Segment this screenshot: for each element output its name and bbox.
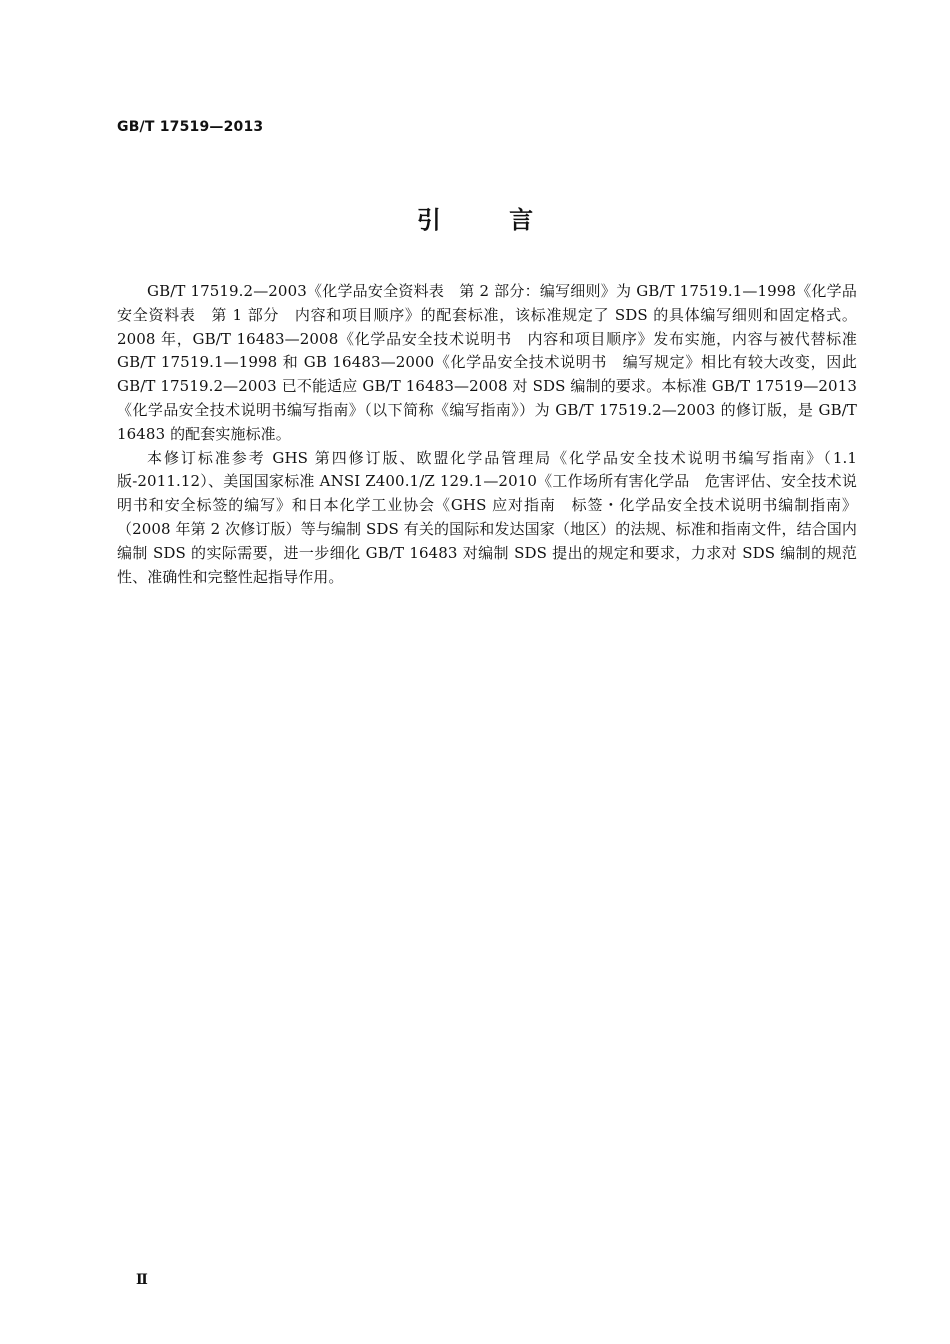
standard-number-header: GB/T 17519—2013 <box>117 119 264 135</box>
body-text <box>117 280 857 589</box>
page-title: 引 言 <box>416 206 564 234</box>
page-number: Ⅱ <box>136 1272 148 1288</box>
paragraph-2: 本修订标准参考 GHS 第四修订版、欧盟化学品管理局《化学品安全技术说明书编写指南》（1.1 版-2011.12）、美国国家标准 ANSI Z400.1/Z 129.1—2010《工作场所有害化学品 危害评估、安全技术说明书和安全标签的编写》和日本化学工业协会《GHS 应对指南 标签・化学品安全技术说明书编制指南》（2008 年第 2 次修订版）等与编制 SDS 有关的国际和发达国家（地区）的法规、标准和指南文件，结合国内编制 SDS 的实际需要，进一步细化 GB/T 16483 对编制 SDS 提出的规定和要求，力求对 SDS 编制的规范性、准确性和完整性起指导作用。 <box>117 448 857 586</box>
paragraph-1: GB/T 17519.2—2003《化学品安全资料表 第 2 部分：编写细则》为 GB/T 17519.1—1998《化学品安全资料表 第 1 部分 内容和项目顺序》的配套标准，该标准规定了 SDS 的具体编写细则和固定格式。2008 年，GB/T 16483—2008《化学品安全技术说明书 内容和项目顺序》发布实施，内容与被代替标准 GB/T 17519.1—1998 和 GB 16483—2000《化学品安全技术说明书 编写规定》相比有较大改变，因此 GB/T 17519.2—2003 已不能适应 GB/T 16483—2008 对 SDS 编制的要求。本标准 GB/T 17519—2013《化学品安全技术说明书编写指南》（以下简称《编写指南》）为 GB/T 17519.2—2003 的修订版，是 GB/T 16483 的配套实施标准。 <box>117 282 857 443</box>
